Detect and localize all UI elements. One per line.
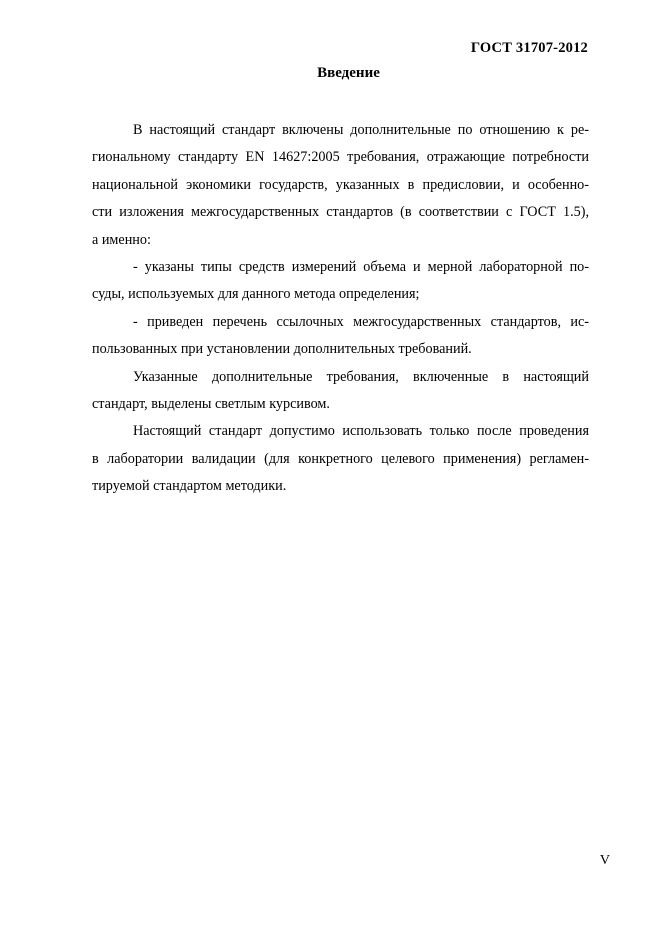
text-line: - приведен перечень ссылочных межгосударственных стандартов, ис-	[133, 313, 589, 330]
text-line: пользованных при установлении дополнительных требований.	[92, 341, 472, 358]
text-line: В настоящий стандарт включены дополнительные по отношению к ре-	[133, 122, 589, 138]
text-line: суды, используемых для данного метода определения;	[92, 286, 420, 303]
text-line: Указанные дополнительные требования, включенные в настоящий	[133, 368, 589, 385]
page-number: V	[599, 853, 610, 868]
text-line: гиональному стандарту EN 14627:2005 требования, отражающие потребности	[92, 149, 589, 166]
text-line: - указаны типы средств измерений объема и мерной лабораторной по-	[133, 258, 589, 275]
text-line: сти изложения межгосударственных стандартов (в соответствии с ГОСТ 1.5),	[92, 204, 589, 221]
text-line: национальной экономики государств, указанных в предисловии, и особенно-	[92, 176, 589, 193]
text-line: стандарт, выделены светлым курсивом.	[92, 395, 330, 412]
section-body	[92, 117, 589, 500]
text-line: в лаборатории валидации (для конкретного целевого применения) регламен-	[92, 450, 589, 467]
text-line: а именно:	[92, 231, 151, 248]
text-line: Настоящий стандарт допустимо использовать только после проведения	[133, 423, 589, 440]
section-title: Введение	[317, 65, 380, 81]
text-line: тируемой стандартом методики.	[92, 478, 287, 495]
document-code: ГОСТ 31707-2012	[470, 40, 588, 56]
